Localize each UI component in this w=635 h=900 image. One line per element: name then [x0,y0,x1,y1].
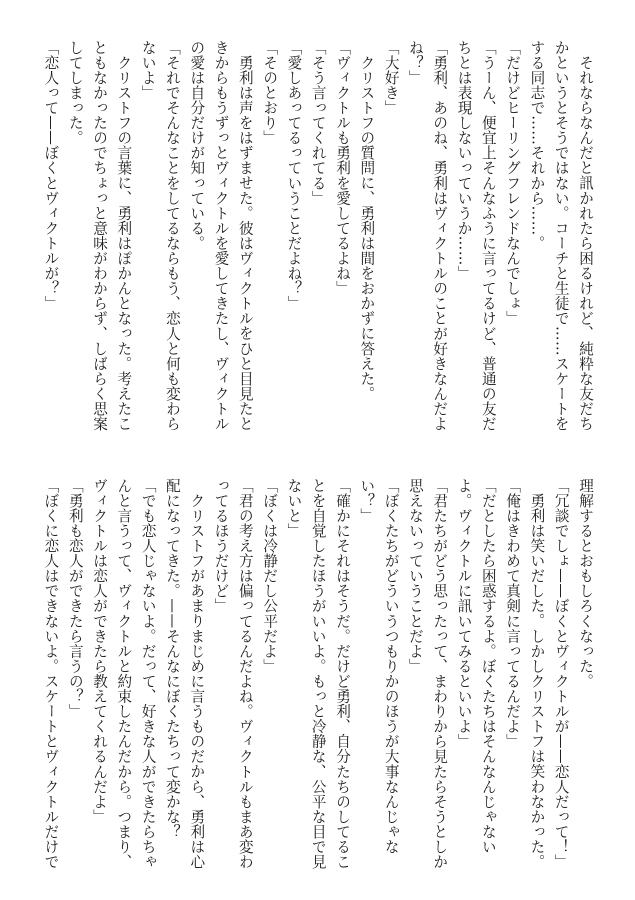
dialogue-line: 「俺はきわめて真剣に言ってるんだよ」 [504,478,522,749]
dialogue-line: 「でも恋人じゃないよ。だって、好きな人ができたらちゃんと言うって、ヴィクトルと約束したんだから。つまり、ヴィクトルは恋人ができたら教えてくれるんだよ」 [91,478,157,870]
dialogue-line: 「ぼくに恋人はできないよ。スケートとヴィクトルだけで [42,478,60,870]
upper-text-block [42,40,597,435]
dialogue-line: 「それでそんなことをしてるならもう、恋人と何も変わらないよ」 [139,40,181,432]
lower-text-block [42,478,597,873]
dialogue-line: 「恋人って——ぼくとヴィクトルが？」 [42,40,60,311]
dialogue-line: 「君の考え方は偏ってるんだよね。ヴィクトルもまあ変わってるほうだけど」 [212,478,254,870]
narration-paragraph: 勇利は声をはずませた。彼はヴィクトルをひと目見たときからもうずっとヴィクトルを愛してきたし、ヴィクトルの愛は自分だけが知っている。 [188,40,254,432]
narration-paragraph: 勇利は笑いだした。しかしクリストフは笑わなかった。 [528,492,546,869]
dialogue-line: 「確かにそれはそうだ。だけど勇利、自分たちのしてることを自覚したほうがいいよ。もっと冷静な、公平な目で見ないと」 [285,478,352,870]
dialogue-line: 「ヴィクトルも勇利を愛してるよね」 [334,40,352,296]
dialogue-line: 「だけどヒーリングフレンドなんでしょ」 [504,40,522,326]
dialogue-line: 「勇利、あのね、勇利はヴィクトルのことが好きなんだよね？」 [406,40,449,432]
dialogue-line: 「大好き」 [382,40,400,116]
narration-paragraph: クリストフがあまりまじめに言うものだから、勇利は心配になってきた。——そんなにぼくたちって変かな？ [163,478,206,869]
dialogue-line: 「ぼくたちがどういうつもりかのほうが大事なんじゃない？」 [358,478,400,855]
dialogue-line: 「勇利も恋人ができたら言うの？」 [66,478,84,719]
narration-paragraph: 理解するとおもしろくなった。 [577,478,594,689]
narration-paragraph: それならなんだと訊かれたら困るけれど、純粋な友だちかというとそうではない。コーチと生徒で……スケートをする同志で……それから……。 [528,40,594,432]
dialogue-line: 「そのとおり」 [261,40,279,146]
dialogue-line: 「うーん、便宜上そんなふうに言ってるけど、普通の友だちとは表現しないっていうか……」 [455,40,497,432]
dialogue-line: 「だとしたら困惑するよ。ぼくたちはそんなんじゃないよ。ヴィクトルに訊いてみるといいよ」 [455,478,497,855]
dialogue-line: 「冗談でしょ——ぼくとヴィクトルが——恋人だって！」 [552,478,570,870]
narration-paragraph: クリストフの言葉に、勇利はぽかんとなった。考えたこともなかったのでちょっと意味がわからず、しばらく思案してしまった。 [66,40,133,432]
dialogue-line: 「愛しあってるっていうことだよね？」 [285,40,303,311]
dialogue-line: 「君たちがどう思ったって、まわりから見たらそうとしか思えないっていうことだよ」 [406,478,449,870]
narration-paragraph: クリストフの質問に、勇利は間をおかずに答えた。 [358,54,376,401]
dialogue-line: 「ぼくは冷静だし公平だよ」 [261,478,279,674]
dialogue-line: 「そう言ってくれてる」 [309,40,327,206]
